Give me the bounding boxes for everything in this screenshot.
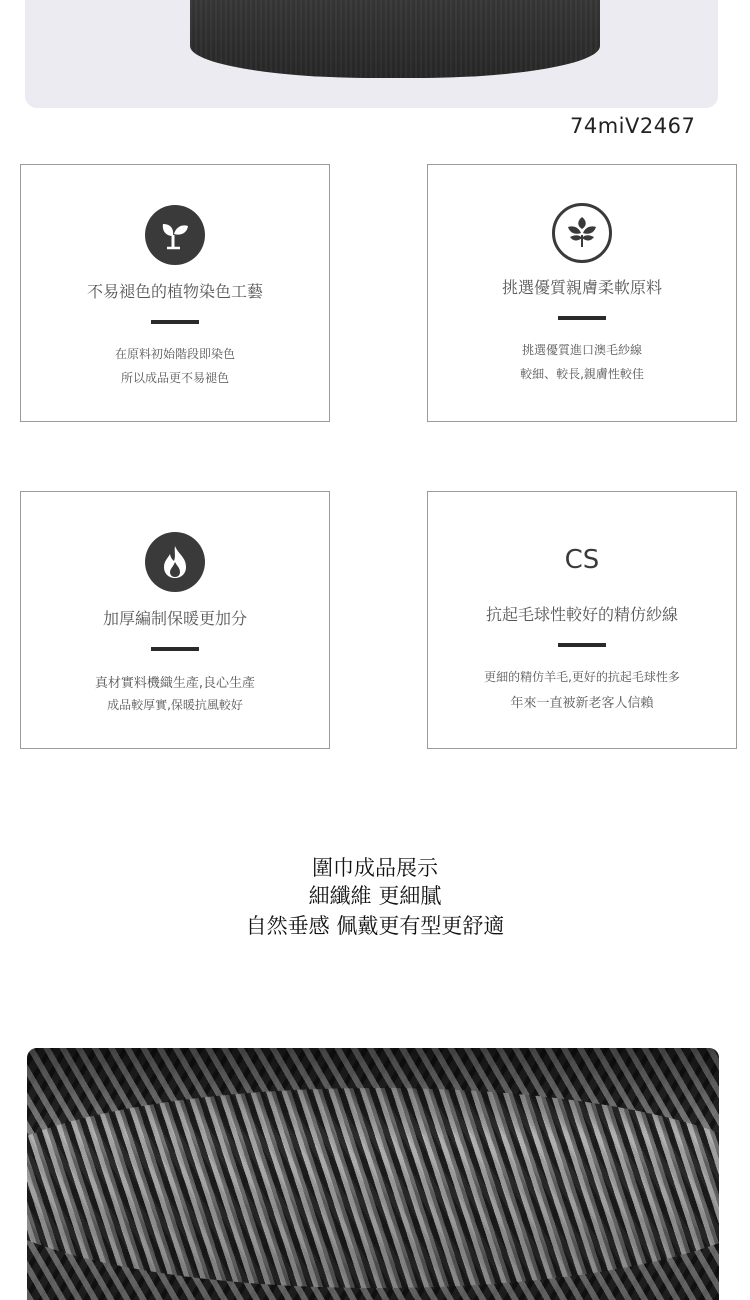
- feature-card-anti-pilling: [427, 491, 737, 749]
- divider-bar: [558, 316, 606, 320]
- photo-shading: [27, 1048, 719, 1300]
- feature-desc-line-1: 挑選優質進口澳毛紗線: [521, 343, 642, 357]
- feature-desc-line-1: 真材實料機織生產,良心生產: [94, 676, 256, 691]
- headline-line-2: 細纖維 更細膩: [308, 884, 442, 908]
- knit-closeup-photo: [27, 1048, 719, 1300]
- feature-title: 挑選優質親膚柔軟原料: [501, 278, 662, 297]
- feature-desc-line-2: 所以成品更不易褪色: [120, 371, 229, 385]
- feature-desc-line-1: 在原料初始階段即染色: [114, 347, 235, 361]
- scarf-fabric-image: [190, 0, 600, 78]
- headline-line-3: 自然垂感 佩戴更有型更舒適: [245, 914, 505, 938]
- feature-desc-line-2: 年來一直被新老客人信賴: [510, 696, 654, 711]
- feature-title: 抗起毛球性較好的精仿紗線: [485, 605, 678, 624]
- cs-icon-label: CS: [564, 545, 600, 575]
- feature-desc-line-1: 更細的精仿羊毛,更好的抗起毛球性多: [484, 670, 680, 684]
- flower-icon: [552, 203, 612, 263]
- feature-title: 不易褪色的植物染色工藝: [86, 282, 263, 301]
- top-product-photo: [25, 0, 718, 108]
- headline-line-1: 圍巾成品展示: [312, 856, 438, 880]
- feature-title: 加厚編制保暖更加分: [102, 609, 247, 628]
- feature-card-dye: [20, 164, 330, 422]
- divider-bar: [151, 320, 199, 324]
- feature-card-warmth: [20, 491, 330, 749]
- flame-icon: [145, 532, 205, 592]
- divider-bar: [558, 643, 606, 647]
- feature-desc-line-2: 較細、較長,親膚性較佳: [520, 367, 644, 381]
- feature-card-material: [427, 164, 737, 422]
- feature-desc-line-2: 成品較厚實,保暖抗風較好: [107, 698, 243, 712]
- plant-icon: [145, 205, 205, 265]
- cs-icon: [552, 530, 612, 590]
- divider-bar: [151, 647, 199, 651]
- product-code: 74miV2467: [570, 114, 696, 138]
